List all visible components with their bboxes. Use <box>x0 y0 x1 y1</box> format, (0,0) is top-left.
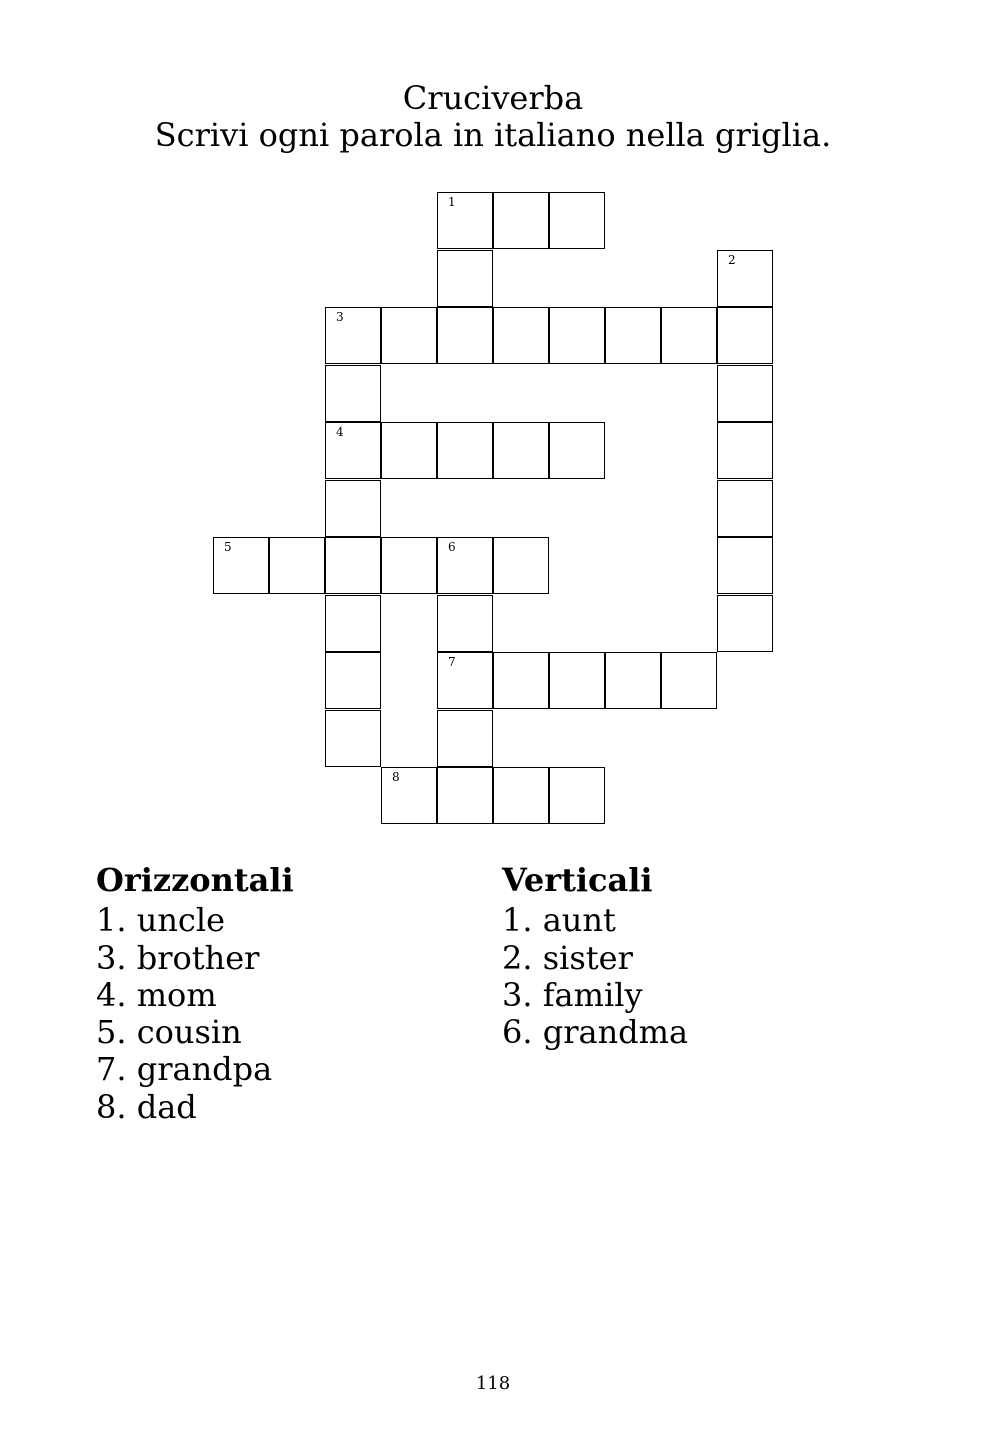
instruction-text: Scrivi ogni parola in italiano nella griglia. <box>154 116 832 154</box>
grid-cell[interactable] <box>605 652 661 709</box>
clue-number: 3 <box>336 310 344 324</box>
grid-cell[interactable] <box>325 537 381 594</box>
down-clues <box>502 862 688 1051</box>
grid-cell[interactable] <box>549 652 605 709</box>
grid-cell[interactable] <box>381 307 437 364</box>
across-clue-7: 7. grandpa <box>96 1050 273 1089</box>
grid-cell[interactable] <box>437 710 493 767</box>
across-clues <box>96 862 294 1126</box>
grid-cell[interactable] <box>717 307 773 364</box>
grid-cell[interactable] <box>381 422 437 479</box>
down-clue-2: 2. sister <box>502 938 633 977</box>
clue-number: 4 <box>336 425 344 439</box>
grid-cell[interactable] <box>605 307 661 364</box>
grid-cell[interactable] <box>549 767 605 824</box>
grid-cell[interactable] <box>325 595 381 652</box>
across-clue-4: 4. mom <box>96 975 217 1014</box>
across-clue-5: 5. cousin <box>96 1013 242 1052</box>
grid-cell[interactable] <box>437 422 493 479</box>
grid-cell[interactable] <box>269 537 325 594</box>
grid-cell[interactable] <box>661 307 717 364</box>
clue-number: 5 <box>224 540 232 554</box>
grid-cell[interactable] <box>493 767 549 824</box>
grid-cell[interactable] <box>717 537 773 594</box>
grid-cell[interactable] <box>437 192 493 249</box>
grid-cell[interactable] <box>325 422 381 479</box>
grid-cell[interactable] <box>717 365 773 422</box>
grid-cell[interactable] <box>325 480 381 537</box>
grid-cell[interactable] <box>325 365 381 422</box>
grid-cell[interactable] <box>549 192 605 249</box>
grid-cell[interactable] <box>437 537 493 594</box>
grid-cell[interactable] <box>717 480 773 537</box>
grid-cell[interactable] <box>549 307 605 364</box>
grid-cell[interactable] <box>493 652 549 709</box>
down-clue-3: 3. family <box>502 975 643 1014</box>
grid-cell[interactable] <box>493 422 549 479</box>
grid-cell[interactable] <box>437 767 493 824</box>
clue-number: 8 <box>392 770 400 784</box>
across-heading: Orizzontali <box>96 861 294 899</box>
grid-cell[interactable] <box>381 767 437 824</box>
page-title: Cruciverba <box>402 79 584 117</box>
clue-number: 2 <box>728 252 736 267</box>
clue-number: 1 <box>448 195 456 209</box>
down-clue-6: 6. grandma <box>502 1013 689 1052</box>
grid-cell[interactable] <box>549 422 605 479</box>
across-clue-1: 1. uncle <box>96 901 226 940</box>
clue-number: 6 <box>448 540 456 554</box>
grid-cell[interactable] <box>493 307 549 364</box>
grid-cell[interactable] <box>437 250 493 307</box>
down-clue-1: 1. aunt <box>502 901 616 940</box>
down-heading: Verticali <box>502 861 653 899</box>
grid-cell[interactable] <box>213 537 269 594</box>
grid-cell[interactable] <box>493 192 549 249</box>
grid-cell[interactable] <box>493 537 549 594</box>
grid-cell[interactable] <box>717 595 773 652</box>
grid-cell[interactable] <box>717 250 773 307</box>
grid-cell[interactable] <box>325 652 381 709</box>
page-number: 118 <box>475 1373 511 1394</box>
grid-cell[interactable] <box>437 595 493 652</box>
across-clue-8: 8. dad <box>96 1087 197 1126</box>
grid-cell[interactable] <box>437 307 493 364</box>
grid-cell[interactable] <box>717 422 773 479</box>
across-clue-3: 3. brother <box>96 938 260 977</box>
grid-cell[interactable] <box>437 652 493 709</box>
grid-cell[interactable] <box>661 652 717 709</box>
clue-number: 7 <box>448 655 456 669</box>
grid-cell[interactable] <box>381 537 437 594</box>
grid-cell[interactable] <box>325 710 381 767</box>
grid-cell[interactable] <box>325 307 381 364</box>
